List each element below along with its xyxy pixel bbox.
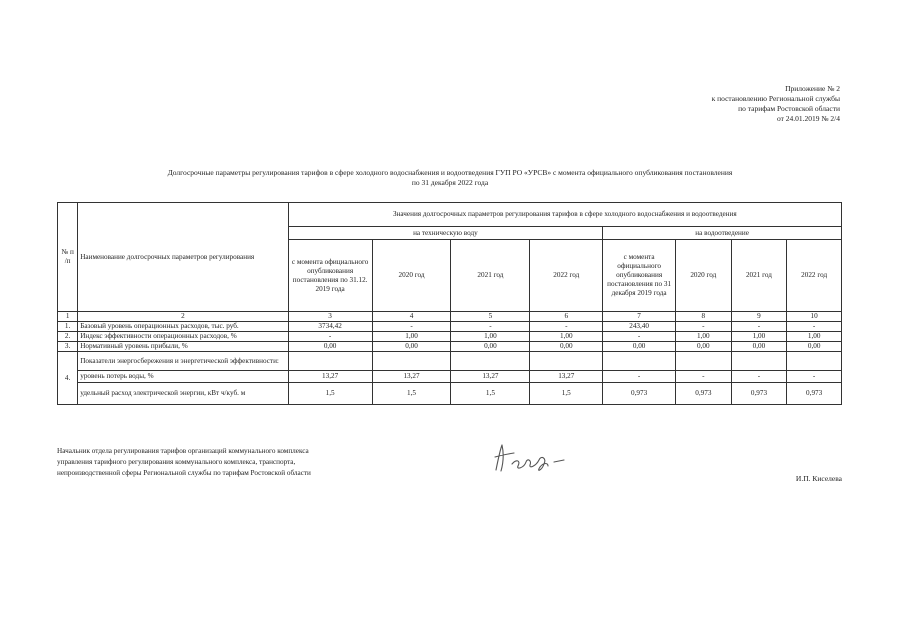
col-number: 10 <box>787 312 842 322</box>
row-value: 1,00 <box>676 332 732 342</box>
header-num: № п /п <box>58 203 78 312</box>
row-num: 1. <box>58 322 78 332</box>
signer-name: И.П. Киселева <box>795 474 842 483</box>
row-value: 0,00 <box>731 342 787 352</box>
row-value: - <box>530 322 603 332</box>
row-value: 0,973 <box>731 383 787 405</box>
row-num: 3. <box>58 342 78 352</box>
row-value: 1,5 <box>372 383 451 405</box>
row-value: 0,00 <box>288 342 372 352</box>
signatory-position <box>57 446 377 479</box>
col-number: 8 <box>676 312 732 322</box>
table-row <box>58 322 842 332</box>
row-name: Индекс эффективности операционных расходов, % <box>78 332 288 342</box>
appendix-note <box>580 84 840 124</box>
col-number: 3 <box>288 312 372 322</box>
document-title-line1: Долгосрочные параметры регулирования тарифов в сфере холодного водоснабжения и водоотведения ГУП РО «УРСВ» с момента официального опубликования постановления <box>167 168 733 177</box>
handwritten-signature <box>490 440 580 476</box>
appendix-line: от 24.01.2019 № 2/4 <box>776 114 840 123</box>
appendix-line: к постановлению Региональной службы <box>711 94 840 103</box>
row-value: 0,00 <box>530 342 603 352</box>
table-row <box>58 342 842 352</box>
col-number: 2 <box>78 312 288 322</box>
row-name: удельный расход электрической энергии, кВт ч/куб. м <box>78 383 288 405</box>
header-wastewater: на водоотведение <box>603 227 842 240</box>
row-value: 1,00 <box>787 332 842 342</box>
header-wastewater-col-2: 2020 год <box>676 240 732 312</box>
document-title <box>110 168 790 188</box>
row-value: - <box>731 322 787 332</box>
row-heading: Показатели энергосбережения и энергетической эффективности: <box>78 352 288 371</box>
row-value: 0,00 <box>372 342 451 352</box>
row-value: - <box>676 371 732 383</box>
row-name: уровень потерь воды, % <box>78 371 288 383</box>
row-value: - <box>603 332 676 342</box>
row-value: 13,27 <box>451 371 530 383</box>
row-value: 0,973 <box>603 383 676 405</box>
row-value: - <box>731 371 787 383</box>
table-row <box>58 371 842 383</box>
row-value: 0,00 <box>603 342 676 352</box>
row-value: 1,5 <box>530 383 603 405</box>
header-water-col-2: 2020 год <box>372 240 451 312</box>
header-values-group: Значения долгосрочных параметров регулирования тарифов в сфере холодного водоснабжения и водоотведения <box>288 203 841 227</box>
table-row <box>58 352 842 371</box>
position-line: Начальник отдела регулирования тарифов организаций коммунального комплекса <box>57 447 309 455</box>
header-water-col-3: 2021 год <box>451 240 530 312</box>
header-wastewater-col-3: 2021 год <box>731 240 787 312</box>
column-numbers-row <box>58 312 842 322</box>
header-water-col-4: 2022 год <box>530 240 603 312</box>
row-name: Базовый уровень операционных расходов, тыс. руб. <box>78 322 288 332</box>
row-value: 1,5 <box>288 383 372 405</box>
header-wastewater-col-1: с момента официального опубликования постановления по 31 декабря 2019 года <box>603 240 676 312</box>
col-number: 4 <box>372 312 451 322</box>
row-value: 1,5 <box>451 383 530 405</box>
position-line: управления тарифного регулирования коммунального комплекса, транспорта, <box>57 458 296 466</box>
row-value: 1,00 <box>530 332 603 342</box>
row-value: 1,00 <box>372 332 451 342</box>
appendix-line: Приложение № 2 <box>785 84 840 93</box>
row-value: 243,40 <box>603 322 676 332</box>
appendix-line: по тарифам Ростовской области <box>738 104 840 113</box>
table-row <box>58 383 842 405</box>
row-value: - <box>451 322 530 332</box>
row-value: 0,00 <box>787 342 842 352</box>
table-row <box>58 332 842 342</box>
row-value: - <box>288 332 372 342</box>
row-value: 13,27 <box>530 371 603 383</box>
col-number: 5 <box>451 312 530 322</box>
row-value: - <box>787 322 842 332</box>
col-number: 1 <box>58 312 78 322</box>
parameters-table <box>57 202 842 405</box>
col-number: 6 <box>530 312 603 322</box>
row-value: - <box>372 322 451 332</box>
row-value: 13,27 <box>288 371 372 383</box>
row-value: 13,27 <box>372 371 451 383</box>
col-number: 7 <box>603 312 676 322</box>
row-value: 3734,42 <box>288 322 372 332</box>
header-wastewater-col-4: 2022 год <box>787 240 842 312</box>
row-value: 0,973 <box>676 383 732 405</box>
row-value: 1,00 <box>731 332 787 342</box>
col-number: 9 <box>731 312 787 322</box>
row-value: - <box>603 371 676 383</box>
row-name: Нормативный уровень прибыли, % <box>78 342 288 352</box>
row-value: 0,973 <box>787 383 842 405</box>
row-value: - <box>787 371 842 383</box>
row-value: 1,00 <box>451 332 530 342</box>
header-water-col-1: с момента официального опубликования постановления по 31.12. 2019 года <box>288 240 372 312</box>
header-name: Наименование долгосрочных параметров регулирования <box>78 203 288 312</box>
row-num: 2. <box>58 332 78 342</box>
row-value: - <box>676 322 732 332</box>
header-technical-water: на техническую воду <box>288 227 603 240</box>
row-value: 0,00 <box>451 342 530 352</box>
row-value: 0,00 <box>676 342 732 352</box>
position-line: непроизводственной сферы Региональной службы по тарифам Ростовской области <box>57 469 311 477</box>
row-num: 4. <box>58 352 78 405</box>
document-title-line2: по 31 декабря 2022 года <box>411 178 489 187</box>
